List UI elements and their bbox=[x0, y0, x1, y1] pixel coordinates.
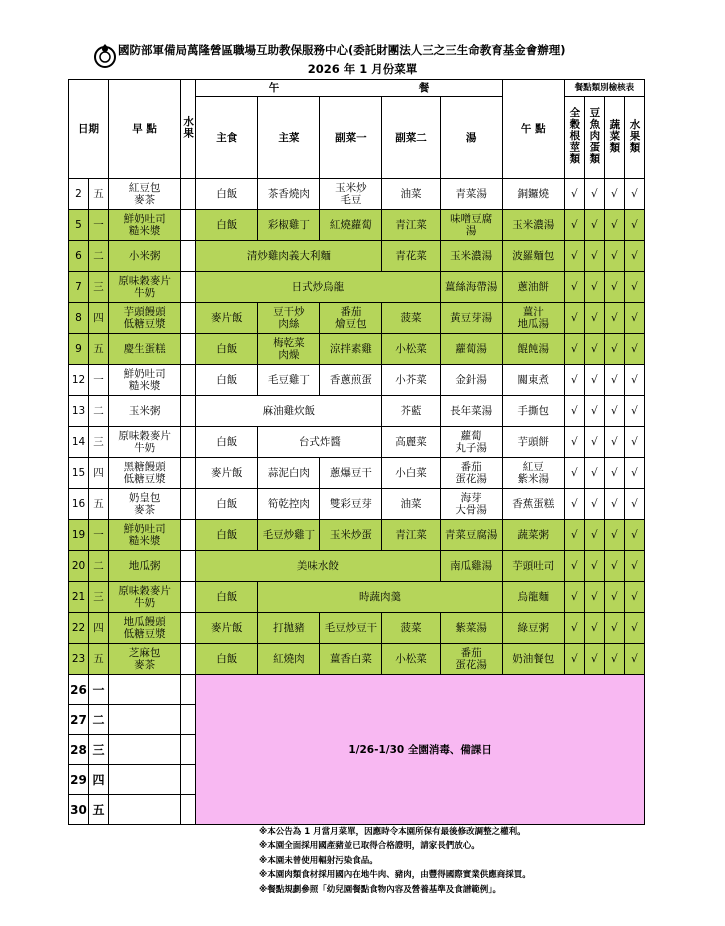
table-row bbox=[69, 241, 645, 272]
check-fruit-cell: √ bbox=[624, 427, 644, 458]
fruit-cell bbox=[181, 396, 196, 427]
breakfast-cell: 地瓜粥 bbox=[109, 551, 181, 582]
check-veg-cell: √ bbox=[604, 520, 624, 551]
fruit-cell bbox=[181, 458, 196, 489]
check-fruit-cell: √ bbox=[624, 582, 644, 613]
table-row bbox=[69, 489, 645, 520]
header-staple: 主食 bbox=[196, 97, 258, 179]
date-weekday: 二 bbox=[89, 241, 109, 272]
check-fruit-cell: √ bbox=[624, 179, 644, 210]
note-line: ※本園全面採用國產豬並已取得合格證明，請家長們放心。 bbox=[259, 841, 480, 852]
date-weekday: 四 bbox=[89, 765, 109, 795]
closure-note: 1/26-1/30 全園消毒、備課日 bbox=[196, 675, 645, 825]
check-fruit-cell: √ bbox=[624, 458, 644, 489]
side2-cell: 高麗菜 bbox=[382, 427, 440, 458]
header-lunch-right: 餐 bbox=[418, 82, 430, 94]
fruit-cell bbox=[181, 551, 196, 582]
check-grain-cell: √ bbox=[564, 427, 584, 458]
breakfast-cell: 芋頭饅頭 低糖豆漿 bbox=[109, 303, 181, 334]
header-soup: 湯 bbox=[440, 97, 502, 179]
check-fruit-cell: √ bbox=[624, 489, 644, 520]
check-protein-cell: √ bbox=[584, 427, 604, 458]
check-veg-cell: √ bbox=[604, 365, 624, 396]
check-protein-cell: √ bbox=[584, 551, 604, 582]
date-day: 30 bbox=[69, 795, 89, 825]
header-check-protein: 豆魚肉蛋類 bbox=[584, 97, 604, 179]
date-day: 19 bbox=[69, 520, 89, 551]
breakfast-cell: 芝麻包 麥茶 bbox=[109, 644, 181, 675]
check-grain-cell: √ bbox=[564, 303, 584, 334]
main-cell: 茶香燒肉 bbox=[258, 179, 320, 210]
check-veg-cell: √ bbox=[604, 334, 624, 365]
side2-cell: 菠菜 bbox=[382, 303, 440, 334]
check-grain-cell: √ bbox=[564, 644, 584, 675]
date-weekday: 四 bbox=[89, 613, 109, 644]
breakfast-cell: 紅豆包 麥茶 bbox=[109, 179, 181, 210]
check-grain-cell: √ bbox=[564, 365, 584, 396]
table-row bbox=[69, 303, 645, 334]
snack-cell: 奶油餐包 bbox=[502, 644, 564, 675]
snack-cell: 綠豆粥 bbox=[502, 613, 564, 644]
check-protein-cell: √ bbox=[584, 644, 604, 675]
check-protein-cell: √ bbox=[584, 272, 604, 303]
check-veg-cell: √ bbox=[604, 396, 624, 427]
check-protein-cell: √ bbox=[584, 582, 604, 613]
date-weekday: 四 bbox=[89, 303, 109, 334]
staple-cell: 白飯 bbox=[196, 520, 258, 551]
header-check-fruit: 水果類 bbox=[624, 97, 644, 179]
side1-cell: 蔥爆豆干 bbox=[320, 458, 382, 489]
fruit-cell bbox=[181, 272, 196, 303]
date-weekday: 五 bbox=[89, 795, 109, 825]
check-fruit-cell: √ bbox=[624, 272, 644, 303]
check-veg-cell: √ bbox=[604, 613, 624, 644]
page-title: 國防部軍備局萬隆營區職場互助教保服務中心(委託財團法人三之三生命教育基金會辦理) bbox=[118, 43, 566, 57]
fruit-cell bbox=[181, 427, 196, 458]
main-cell: 豆干炒 肉絲 bbox=[258, 303, 320, 334]
side1-cell: 香蔥煎蛋 bbox=[320, 365, 382, 396]
check-grain-cell: √ bbox=[564, 613, 584, 644]
staple-cell: 白飯 bbox=[196, 489, 258, 520]
side2-cell: 芥藍 bbox=[382, 396, 440, 427]
date-weekday: 一 bbox=[89, 365, 109, 396]
fruit-cell bbox=[181, 520, 196, 551]
table-row bbox=[69, 210, 645, 241]
staple-cell: 白飯 bbox=[196, 334, 258, 365]
header-check-grain: 全穀根莖類 bbox=[564, 97, 584, 179]
soup-cell: 金針湯 bbox=[440, 365, 502, 396]
menu-table bbox=[68, 79, 645, 825]
date-day: 21 bbox=[69, 582, 89, 613]
check-grain-cell: √ bbox=[564, 520, 584, 551]
date-day: 5 bbox=[69, 210, 89, 241]
note-line: ※本園肉類食材採用國內在地牛肉、豬肉，由豐得國際實業供應商採買。 bbox=[259, 870, 531, 881]
check-protein-cell: √ bbox=[584, 334, 604, 365]
check-veg-cell: √ bbox=[604, 644, 624, 675]
main-cell: 毛豆雞丁 bbox=[258, 365, 320, 396]
table-row bbox=[69, 551, 645, 582]
main-cell: 紅燒肉 bbox=[258, 644, 320, 675]
breakfast-cell: 鮮奶吐司 糙米漿 bbox=[109, 365, 181, 396]
staple-cell: 麥片飯 bbox=[196, 458, 258, 489]
note-line: ※餐點規劃參照「幼兒園餐點食物內容及營養基準及食譜範例」。 bbox=[259, 884, 502, 895]
check-grain-cell: √ bbox=[564, 582, 584, 613]
soup-cell: 紫菜湯 bbox=[440, 613, 502, 644]
check-fruit-cell: √ bbox=[624, 644, 644, 675]
side1-cell: 雙彩豆芽 bbox=[320, 489, 382, 520]
snack-cell: 餛飩湯 bbox=[502, 334, 564, 365]
date-weekday: 五 bbox=[89, 489, 109, 520]
check-fruit-cell: √ bbox=[624, 241, 644, 272]
header-date: 日期 bbox=[69, 80, 109, 179]
date-day: 8 bbox=[69, 303, 89, 334]
check-grain-cell: √ bbox=[564, 396, 584, 427]
check-veg-cell: √ bbox=[604, 489, 624, 520]
soup-cell: 味噌豆腐 湯 bbox=[440, 210, 502, 241]
table-row bbox=[69, 644, 645, 675]
note-line: ※本園未曾使用輻射污染食品。 bbox=[259, 855, 378, 866]
date-weekday: 三 bbox=[89, 272, 109, 303]
check-protein-cell: √ bbox=[584, 303, 604, 334]
snack-cell: 關東煮 bbox=[502, 365, 564, 396]
header-fruit: 水果 bbox=[181, 80, 196, 179]
snack-cell: 芋頭吐司 bbox=[502, 551, 564, 582]
check-veg-cell: √ bbox=[604, 272, 624, 303]
header-snack: 午 點 bbox=[502, 80, 564, 179]
side2-cell: 小芥菜 bbox=[382, 365, 440, 396]
date-day: 15 bbox=[69, 458, 89, 489]
main-cell: 打拋豬 bbox=[258, 613, 320, 644]
side2-cell: 青江菜 bbox=[382, 210, 440, 241]
table-row bbox=[69, 272, 645, 303]
check-protein-cell: √ bbox=[584, 365, 604, 396]
soup-cell: 南瓜雞湯 bbox=[440, 551, 502, 582]
fruit-cell bbox=[181, 489, 196, 520]
breakfast-cell: 地瓜饅頭 低糖豆漿 bbox=[109, 613, 181, 644]
snack-cell: 紅豆 紫米湯 bbox=[502, 458, 564, 489]
date-weekday: 五 bbox=[89, 334, 109, 365]
date-day: 13 bbox=[69, 396, 89, 427]
check-grain-cell: √ bbox=[564, 210, 584, 241]
side1-cell: 薑香白菜 bbox=[320, 644, 382, 675]
lunch-combined-cell: 台式炸醬 bbox=[258, 427, 382, 458]
check-veg-cell: √ bbox=[604, 582, 624, 613]
fruit-cell bbox=[181, 795, 196, 825]
soup-cell: 青菜湯 bbox=[440, 179, 502, 210]
breakfast-cell: 原味穀麥片 牛奶 bbox=[109, 427, 181, 458]
breakfast-cell: 鮮奶吐司 糙米漿 bbox=[109, 210, 181, 241]
side2-cell: 油菜 bbox=[382, 179, 440, 210]
staple-cell: 白飯 bbox=[196, 582, 258, 613]
breakfast-cell: 玉米粥 bbox=[109, 396, 181, 427]
soup-cell: 蘿蔔 丸子湯 bbox=[440, 427, 502, 458]
check-veg-cell: √ bbox=[604, 458, 624, 489]
date-weekday: 五 bbox=[89, 644, 109, 675]
table-row bbox=[69, 334, 645, 365]
fruit-cell bbox=[181, 241, 196, 272]
snack-cell: 玉米濃湯 bbox=[502, 210, 564, 241]
fruit-cell bbox=[181, 582, 196, 613]
date-weekday: 四 bbox=[89, 458, 109, 489]
header-check-veg: 蔬菜類 bbox=[604, 97, 624, 179]
date-day: 16 bbox=[69, 489, 89, 520]
soup-cell: 玉米濃湯 bbox=[440, 241, 502, 272]
check-fruit-cell: √ bbox=[624, 365, 644, 396]
soup-cell: 蘿蔔湯 bbox=[440, 334, 502, 365]
check-grain-cell: √ bbox=[564, 458, 584, 489]
soup-cell: 長年菜湯 bbox=[440, 396, 502, 427]
breakfast-cell: 慶生蛋糕 bbox=[109, 334, 181, 365]
soup-cell: 海芽 大骨湯 bbox=[440, 489, 502, 520]
main-cell: 彩椒雞丁 bbox=[258, 210, 320, 241]
breakfast-cell: 原味穀麥片 牛奶 bbox=[109, 272, 181, 303]
lunch-combined-cell: 美味水餃 bbox=[196, 551, 440, 582]
side2-cell: 油菜 bbox=[382, 489, 440, 520]
header-lunch-left: 午 bbox=[268, 82, 280, 94]
snack-cell: 芋頭餅 bbox=[502, 427, 564, 458]
check-fruit-cell: √ bbox=[624, 303, 644, 334]
date-day: 20 bbox=[69, 551, 89, 582]
header-side2: 副菜二 bbox=[382, 97, 440, 179]
lunch-combined-cell: 清炒雞肉義大利麵 bbox=[196, 241, 382, 272]
check-protein-cell: √ bbox=[584, 179, 604, 210]
check-veg-cell: √ bbox=[604, 427, 624, 458]
fruit-cell bbox=[181, 735, 196, 765]
snack-cell: 香蕉蛋糕 bbox=[502, 489, 564, 520]
date-weekday: 一 bbox=[89, 675, 109, 705]
check-protein-cell: √ bbox=[584, 210, 604, 241]
date-day: 29 bbox=[69, 765, 89, 795]
fruit-cell bbox=[181, 334, 196, 365]
lunch-combined-cell: 日式炒烏龍 bbox=[196, 272, 440, 303]
check-fruit-cell: √ bbox=[624, 613, 644, 644]
check-veg-cell: √ bbox=[604, 210, 624, 241]
staple-cell: 白飯 bbox=[196, 427, 258, 458]
soup-cell: 薑絲海帶湯 bbox=[440, 272, 502, 303]
header-breakfast: 早 點 bbox=[109, 80, 181, 179]
side1-cell: 紅燒蘿蔔 bbox=[320, 210, 382, 241]
table-row bbox=[69, 396, 645, 427]
breakfast-cell: 奶皇包 麥茶 bbox=[109, 489, 181, 520]
side1-cell: 玉米炒蛋 bbox=[320, 520, 382, 551]
side2-cell: 青江菜 bbox=[382, 520, 440, 551]
table-row bbox=[69, 179, 645, 210]
date-day: 22 bbox=[69, 613, 89, 644]
fruit-cell bbox=[181, 365, 196, 396]
check-grain-cell: √ bbox=[564, 489, 584, 520]
soup-cell: 青菜豆腐湯 bbox=[440, 520, 502, 551]
notes bbox=[259, 825, 531, 897]
check-fruit-cell: √ bbox=[624, 551, 644, 582]
check-veg-cell: √ bbox=[604, 551, 624, 582]
side2-cell: 菠菜 bbox=[382, 613, 440, 644]
side2-cell: 小松菜 bbox=[382, 644, 440, 675]
note-line: ※本公告為 1 月當月菜單，因應時令本園所保有最後修改調整之權利。 bbox=[259, 827, 526, 837]
date-day: 14 bbox=[69, 427, 89, 458]
fruit-cell bbox=[181, 613, 196, 644]
check-protein-cell: √ bbox=[584, 241, 604, 272]
fruit-cell bbox=[181, 705, 196, 735]
check-grain-cell: √ bbox=[564, 179, 584, 210]
date-day: 27 bbox=[69, 705, 89, 735]
main-cell: 筍乾控肉 bbox=[258, 489, 320, 520]
date-weekday: 三 bbox=[89, 735, 109, 765]
main-cell: 梅乾菜 肉燥 bbox=[258, 334, 320, 365]
table-row bbox=[69, 675, 645, 705]
breakfast-cell: 鮮奶吐司 糙米漿 bbox=[109, 520, 181, 551]
soup-cell: 黃豆芽湯 bbox=[440, 303, 502, 334]
table-row bbox=[69, 458, 645, 489]
check-fruit-cell: √ bbox=[624, 210, 644, 241]
check-protein-cell: √ bbox=[584, 396, 604, 427]
date-weekday: 二 bbox=[89, 705, 109, 735]
check-grain-cell: √ bbox=[564, 334, 584, 365]
check-fruit-cell: √ bbox=[624, 520, 644, 551]
breakfast-cell: 原味穀麥片 牛奶 bbox=[109, 582, 181, 613]
header-main: 主菜 bbox=[258, 97, 320, 179]
snack-cell: 波羅麵包 bbox=[502, 241, 564, 272]
side2-cell: 小白菜 bbox=[382, 458, 440, 489]
header-side1: 副菜一 bbox=[320, 97, 382, 179]
date-day: 7 bbox=[69, 272, 89, 303]
check-grain-cell: √ bbox=[564, 272, 584, 303]
breakfast-cell bbox=[109, 675, 181, 705]
fruit-cell bbox=[181, 210, 196, 241]
date-weekday: 二 bbox=[89, 551, 109, 582]
lunch-combined-cell: 麻油雞炊飯 bbox=[196, 396, 382, 427]
check-veg-cell: √ bbox=[604, 303, 624, 334]
check-protein-cell: √ bbox=[584, 489, 604, 520]
date-day: 28 bbox=[69, 735, 89, 765]
date-weekday: 五 bbox=[89, 179, 109, 210]
header-check-group: 餐點類別檢核表 bbox=[564, 80, 644, 97]
check-fruit-cell: √ bbox=[624, 396, 644, 427]
date-day: 6 bbox=[69, 241, 89, 272]
check-fruit-cell: √ bbox=[624, 334, 644, 365]
date-day: 23 bbox=[69, 644, 89, 675]
snack-cell: 烏龍麵 bbox=[502, 582, 564, 613]
snack-cell: 手撕包 bbox=[502, 396, 564, 427]
table-row bbox=[69, 613, 645, 644]
breakfast-cell: 黑糖饅頭 低糖豆漿 bbox=[109, 458, 181, 489]
fruit-cell bbox=[181, 179, 196, 210]
breakfast-cell bbox=[109, 735, 181, 765]
check-protein-cell: √ bbox=[584, 520, 604, 551]
soup-cell: 番茄 蛋花湯 bbox=[440, 644, 502, 675]
snack-cell: 蔥油餅 bbox=[502, 272, 564, 303]
date-weekday: 二 bbox=[89, 396, 109, 427]
main-cell: 毛豆炒雞丁 bbox=[258, 520, 320, 551]
staple-cell: 麥片飯 bbox=[196, 303, 258, 334]
table-row bbox=[69, 427, 645, 458]
table-row bbox=[69, 520, 645, 551]
staple-cell: 麥片飯 bbox=[196, 613, 258, 644]
side1-cell: 番茄 燴豆包 bbox=[320, 303, 382, 334]
fruit-cell bbox=[181, 644, 196, 675]
check-grain-cell: √ bbox=[564, 241, 584, 272]
side2-cell: 小松菜 bbox=[382, 334, 440, 365]
check-veg-cell: √ bbox=[604, 241, 624, 272]
check-protein-cell: √ bbox=[584, 613, 604, 644]
soup-cell: 番茄 蛋花湯 bbox=[440, 458, 502, 489]
staple-cell: 白飯 bbox=[196, 644, 258, 675]
date-weekday: 三 bbox=[89, 582, 109, 613]
breakfast-cell bbox=[109, 795, 181, 825]
date-day: 2 bbox=[69, 179, 89, 210]
lunch-combined-cell: 時蔬肉羹 bbox=[258, 582, 502, 613]
staple-cell: 白飯 bbox=[196, 179, 258, 210]
date-weekday: 三 bbox=[89, 427, 109, 458]
check-protein-cell: √ bbox=[584, 458, 604, 489]
fruit-cell bbox=[181, 303, 196, 334]
date-weekday: 一 bbox=[89, 520, 109, 551]
side1-cell: 毛豆炒豆干 bbox=[320, 613, 382, 644]
side1-cell: 玉米炒 毛豆 bbox=[320, 179, 382, 210]
side2-cell: 青花菜 bbox=[382, 241, 440, 272]
check-veg-cell: √ bbox=[604, 179, 624, 210]
staple-cell: 白飯 bbox=[196, 210, 258, 241]
check-grain-cell: √ bbox=[564, 551, 584, 582]
fruit-cell bbox=[181, 765, 196, 795]
side1-cell: 涼拌素雞 bbox=[320, 334, 382, 365]
staple-cell: 白飯 bbox=[196, 365, 258, 396]
breakfast-cell bbox=[109, 765, 181, 795]
breakfast-cell: 小米粥 bbox=[109, 241, 181, 272]
breakfast-cell bbox=[109, 705, 181, 735]
fruit-cell bbox=[181, 675, 196, 705]
snack-cell: 蔬菜粥 bbox=[502, 520, 564, 551]
snack-cell: 薑汁 地瓜湯 bbox=[502, 303, 564, 334]
table-row bbox=[69, 582, 645, 613]
date-day: 9 bbox=[69, 334, 89, 365]
table-row bbox=[69, 365, 645, 396]
snack-cell: 銅鑼燒 bbox=[502, 179, 564, 210]
main-cell: 蒜泥白肉 bbox=[258, 458, 320, 489]
date-weekday: 一 bbox=[89, 210, 109, 241]
page-subtitle: 2026 年 1 月份菜單 bbox=[307, 62, 418, 76]
date-day: 12 bbox=[69, 365, 89, 396]
header-lunch bbox=[196, 80, 503, 97]
date-day: 26 bbox=[69, 675, 89, 705]
